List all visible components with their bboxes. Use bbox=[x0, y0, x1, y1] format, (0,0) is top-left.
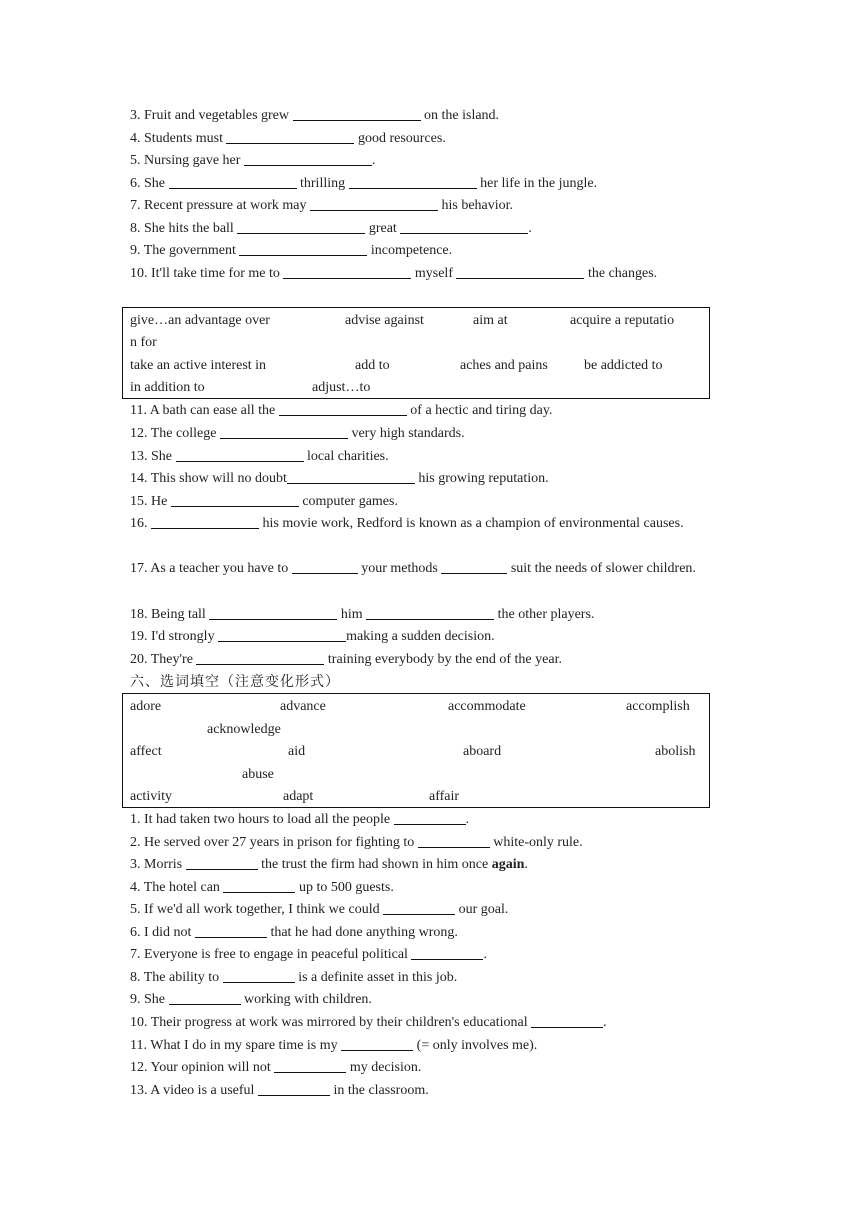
phrase-option: give…an advantage over bbox=[130, 313, 270, 328]
phrase-bank-box bbox=[122, 307, 710, 399]
phrase-option: advise against bbox=[345, 313, 424, 328]
word-bank-box bbox=[122, 693, 710, 808]
word-option: accomplish bbox=[626, 699, 690, 714]
answer-blank[interactable] bbox=[151, 514, 259, 529]
word-option: advance bbox=[280, 699, 326, 714]
word-option: abuse bbox=[242, 767, 274, 782]
answer-blank[interactable] bbox=[239, 241, 367, 256]
question-20: 20. They're training everybody by the end of the year. bbox=[130, 652, 562, 667]
answer-blank[interactable] bbox=[366, 605, 494, 620]
question-18: 18. Being tall him the other players. bbox=[130, 607, 595, 622]
answer-blank[interactable] bbox=[226, 129, 354, 144]
word-option: activity bbox=[130, 789, 172, 804]
answer-blank[interactable] bbox=[244, 151, 372, 166]
answer-blank[interactable] bbox=[237, 219, 365, 234]
answer-blank[interactable] bbox=[169, 174, 297, 189]
question-14: 14. This show will no doubt his growing reputation. bbox=[130, 471, 549, 486]
answer-blank[interactable] bbox=[394, 810, 466, 825]
answer-blank[interactable] bbox=[310, 196, 438, 211]
answer-blank[interactable] bbox=[223, 968, 295, 983]
question-11: 11. A bath can ease all the of a hectic and tiring day. bbox=[130, 403, 553, 418]
s6-question-12: 12. Your opinion will not my decision. bbox=[130, 1060, 422, 1075]
answer-blank[interactable] bbox=[411, 945, 483, 960]
question-13: 13. She local charities. bbox=[130, 449, 389, 464]
answer-blank[interactable] bbox=[196, 650, 324, 665]
word-option: abolish bbox=[655, 744, 696, 759]
word-option: acknowledge bbox=[207, 722, 281, 737]
answer-blank[interactable] bbox=[293, 106, 421, 121]
question-9: 9. The government incompetence. bbox=[130, 243, 453, 258]
answer-blank[interactable] bbox=[218, 627, 346, 642]
s6-question-1: 1. It had taken two hours to load all the people . bbox=[130, 812, 470, 827]
phrase-option: take an active interest in bbox=[130, 358, 267, 373]
question-19: 19. I'd strongly making a sudden decision. bbox=[130, 629, 495, 644]
section-6-title: 六、选词填空（注意变化形式） bbox=[130, 674, 340, 690]
question-8: 8. She hits the ball great . bbox=[130, 221, 532, 236]
word-option: adore bbox=[130, 699, 162, 714]
answer-blank[interactable] bbox=[220, 424, 348, 439]
s6-question-9: 9. She working with children. bbox=[130, 992, 372, 1007]
answer-blank[interactable] bbox=[258, 1081, 330, 1096]
answer-blank[interactable] bbox=[441, 559, 507, 574]
answer-blank[interactable] bbox=[209, 605, 337, 620]
word-option: affect bbox=[130, 744, 162, 759]
s6-question-3: 3. Morris the trust the firm had shown in him once again. bbox=[130, 857, 528, 872]
answer-blank[interactable] bbox=[531, 1013, 603, 1028]
s6-question-4: 4. The hotel can up to 500 guests. bbox=[130, 880, 394, 895]
answer-blank[interactable] bbox=[456, 264, 584, 279]
s6-question-8: 8. The ability to is a definite asset in this job. bbox=[130, 970, 458, 985]
answer-blank[interactable] bbox=[279, 401, 407, 416]
question-7: 7. Recent pressure at work may his behavior. bbox=[130, 198, 514, 213]
question-15: 15. He computer games. bbox=[130, 494, 398, 509]
word-option: accommodate bbox=[448, 699, 526, 714]
phrase-option-wrap: n for bbox=[130, 335, 157, 350]
s6-question-5: 5. If we'd all work together, I think we could our goal. bbox=[130, 902, 509, 917]
s6-question-2: 2. He served over 27 years in prison for fighting to white-only rule. bbox=[130, 835, 583, 850]
answer-blank[interactable] bbox=[349, 174, 477, 189]
answer-blank[interactable] bbox=[171, 492, 299, 507]
question-10: 10. It'll take time for me to myself the changes. bbox=[130, 266, 658, 281]
answer-blank[interactable] bbox=[400, 219, 528, 234]
word-option: affair bbox=[429, 789, 460, 804]
s6-question-7: 7. Everyone is free to engage in peaceful political . bbox=[130, 947, 487, 962]
answer-blank[interactable] bbox=[292, 559, 358, 574]
answer-blank[interactable] bbox=[186, 855, 258, 870]
phrase-option: add to bbox=[355, 358, 390, 373]
phrase-option: acquire a reputatio bbox=[570, 313, 675, 328]
answer-blank[interactable] bbox=[283, 264, 411, 279]
answer-blank[interactable] bbox=[169, 990, 241, 1005]
answer-blank[interactable] bbox=[287, 469, 415, 484]
phrase-option: be addicted to bbox=[584, 358, 663, 373]
answer-blank[interactable] bbox=[341, 1036, 413, 1051]
s6-question-6: 6. I did not that he had done anything wrong. bbox=[130, 925, 458, 940]
answer-blank[interactable] bbox=[223, 878, 295, 893]
phrase-option: adjust…to bbox=[312, 380, 371, 395]
s6-question-13: 13. A video is a useful in the classroom. bbox=[130, 1083, 429, 1098]
question-3: 3. Fruit and vegetables grew on the island. bbox=[130, 108, 500, 123]
question-16: 16. his movie work, Redford is known as a champion of environmental causes. bbox=[130, 516, 684, 531]
question-17: 17. As a teacher you have to your methods suit the needs of slower children. bbox=[130, 561, 696, 576]
answer-blank[interactable] bbox=[274, 1058, 346, 1073]
answer-blank[interactable] bbox=[418, 833, 490, 848]
phrase-option: aim at bbox=[473, 313, 508, 328]
answer-blank[interactable] bbox=[176, 447, 304, 462]
word-option: aid bbox=[288, 744, 306, 759]
phrase-option: in addition to bbox=[130, 380, 205, 395]
answer-blank[interactable] bbox=[195, 923, 267, 938]
question-12: 12. The college very high standards. bbox=[130, 426, 465, 441]
phrase-option: aches and pains bbox=[460, 358, 548, 373]
s6-question-10: 10. Their progress at work was mirrored by their children's educational . bbox=[130, 1015, 607, 1030]
answer-blank[interactable] bbox=[383, 900, 455, 915]
s6-question-11: 11. What I do in my spare time is my (= only involves me). bbox=[130, 1038, 538, 1053]
question-5: 5. Nursing gave her . bbox=[130, 153, 376, 168]
question-4: 4. Students must good resources. bbox=[130, 131, 446, 146]
word-option: adapt bbox=[283, 789, 314, 804]
word-option: aboard bbox=[463, 744, 502, 759]
question-6: 6. She thrilling her life in the jungle. bbox=[130, 176, 598, 191]
